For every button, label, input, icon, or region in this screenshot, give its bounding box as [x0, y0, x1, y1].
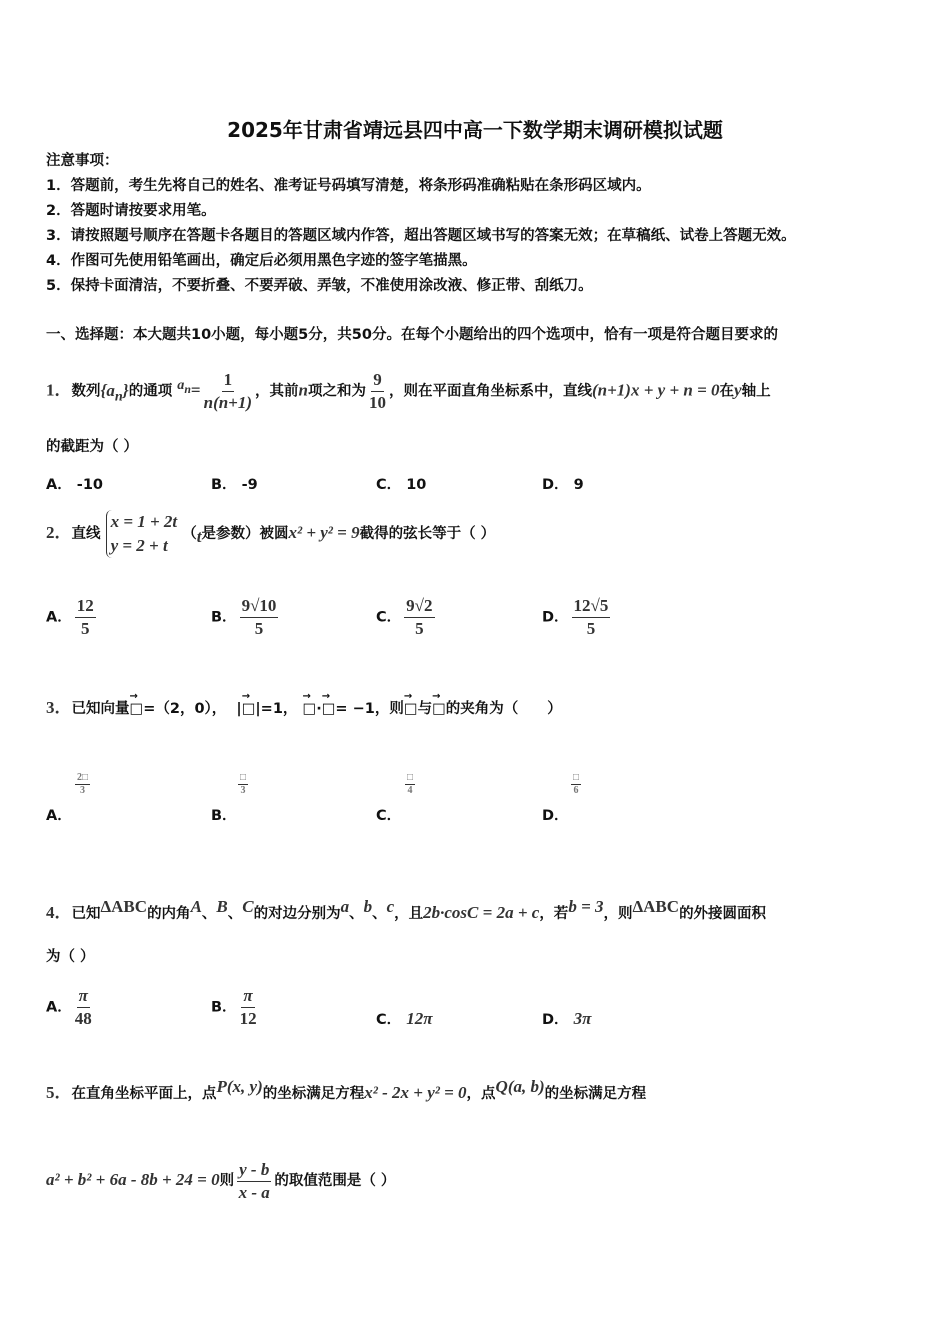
option-value: 10: [406, 477, 427, 493]
denominator: 5: [415, 619, 424, 638]
option-value: -9: [241, 477, 258, 493]
fraction: [405, 772, 415, 797]
option-label: B．: [211, 999, 237, 1016]
option-d[interactable]: [542, 473, 584, 494]
option-a[interactable]: [46, 473, 103, 494]
option-label: B．: [211, 477, 237, 493]
option-d[interactable]: [542, 772, 580, 825]
notice-item: 5．保持卡面清洁，不要折叠、不要弄破、弄皱，不准使用涂改液、修正带、刮纸刀。: [46, 278, 593, 294]
notice-item: 2．答题时请按要求用笔。: [46, 203, 216, 219]
text: 在直角坐标平面上，点: [71, 1085, 217, 1102]
option-label: C．: [376, 477, 402, 493]
numerator: y - b: [237, 1159, 271, 1182]
question-number: 1．: [46, 380, 72, 400]
notice-item: 4．作图可先使用铅笔画出，确定后必须用黑色字迹的签字笔描黑。: [46, 253, 477, 269]
question-4: [46, 890, 766, 931]
vector-a: → □: [303, 699, 317, 719]
fraction: [238, 772, 248, 797]
vector-b: → □: [322, 699, 336, 719]
denominator: 5: [254, 619, 264, 638]
text: ，其前: [255, 383, 299, 400]
question-number: 2．: [46, 523, 72, 542]
question-number: 3．: [46, 698, 72, 717]
math: {a: [100, 380, 115, 400]
option-label: A．: [46, 477, 72, 493]
vector-b: → □: [242, 699, 256, 719]
option-b[interactable]: [211, 985, 260, 1030]
text: 1，则: [364, 701, 404, 717]
question-number: 5．: [46, 1082, 72, 1102]
option-label: C．: [376, 808, 402, 824]
numerator: 2□: [77, 772, 89, 783]
numerator: π: [77, 985, 90, 1008]
math: B: [216, 897, 228, 916]
text: 的内角: [147, 905, 191, 922]
math: }: [122, 380, 129, 400]
option-a[interactable]: [46, 595, 99, 640]
math: =: [190, 380, 201, 400]
math: a: [340, 897, 350, 916]
page-title: 2025年甘肃省靖远县四中高一下数学期末调研模拟试题: [227, 118, 723, 142]
math: b = 3: [568, 897, 604, 916]
vector-b: → □: [432, 699, 446, 719]
option-label: C．: [376, 1012, 402, 1028]
denominator: n(n+1): [203, 393, 253, 413]
option-label: B．: [211, 609, 237, 626]
numerator: 12√5: [572, 595, 611, 618]
math: Q(a, b): [495, 1077, 545, 1096]
fraction: [75, 985, 92, 1030]
math: ΔABC: [632, 897, 680, 916]
option-b[interactable]: [211, 473, 258, 494]
text: 、: [227, 905, 243, 922]
section-heading: 一、选择题：本大题共10小题，每小题5分，共50分。在每个小题给出的四个选项中，恰有一项是符合题目要求的: [46, 327, 778, 343]
text: 的坐标满足方程: [544, 1085, 647, 1102]
option-c[interactable]: [376, 595, 438, 640]
text: 的外接圆面积: [679, 905, 767, 922]
numerator: □: [240, 772, 247, 783]
option-label: C．: [376, 609, 402, 626]
option-d[interactable]: [542, 595, 613, 640]
option-d[interactable]: [542, 1008, 591, 1029]
text: 截得的弦长等于（ ）: [359, 526, 496, 542]
math: x² - 2x + y² = 0: [364, 1082, 467, 1102]
text: ，若: [539, 905, 569, 922]
math: n: [298, 380, 308, 400]
text: 、: [349, 905, 364, 922]
denominator: 5: [586, 619, 596, 638]
math: n: [114, 388, 123, 405]
text: ，且: [394, 905, 424, 922]
text: 、: [372, 905, 387, 922]
option-c[interactable]: [376, 473, 426, 494]
fraction: [571, 772, 581, 797]
text: ，则在平面直角坐标系中，直线: [389, 383, 592, 400]
notice-heading: 注意事项：: [46, 153, 119, 169]
fraction: [204, 369, 252, 414]
text: 则: [219, 1173, 235, 1189]
equation-system: [106, 510, 178, 558]
question-2: [46, 505, 495, 565]
equation: x = 1 + 2t: [110, 512, 178, 531]
numerator: 12: [75, 595, 96, 618]
notice-item: 3．请按照题号顺序在答题卡各题目的答题区域内作答，超出答题区域书写的答案无效；在草稿纸、试卷上答题无效。: [46, 228, 796, 244]
option-label: B．: [211, 808, 237, 824]
math: 2b·cosC = 2a + c: [423, 902, 540, 922]
math: [100, 380, 129, 405]
math: (n+1)x + y + n = 0: [592, 380, 720, 400]
denominator: 3: [240, 785, 246, 796]
text: 已知向量: [71, 701, 130, 717]
fraction: [75, 772, 90, 797]
text: 项之和为: [308, 383, 366, 400]
option-label: A．: [46, 808, 72, 824]
text: 与: [417, 701, 433, 717]
numerator: 9: [371, 369, 384, 392]
text: 的取值范围是（ ）: [274, 1173, 396, 1189]
vector-a: → □: [404, 699, 418, 719]
text: 在: [719, 383, 735, 400]
math: n: [184, 381, 191, 396]
math: P(x, y): [216, 1077, 263, 1096]
text: 的坐标满足方程: [262, 1085, 365, 1102]
math: ·: [316, 701, 322, 717]
option-label: A．: [46, 609, 72, 626]
option-label: D．: [542, 609, 569, 626]
option-b[interactable]: [211, 595, 281, 640]
option-value: 12π: [406, 1009, 433, 1028]
option-label: D．: [542, 1012, 569, 1028]
question-number: 4．: [46, 902, 72, 922]
text: 数列: [71, 383, 101, 400]
numerator: 1: [222, 369, 235, 392]
option-c[interactable]: [376, 772, 414, 825]
numerator: 9√2: [404, 595, 434, 618]
question-5: [46, 1070, 646, 1111]
question-5-cont: [46, 1155, 395, 1206]
text: ，点: [466, 1085, 496, 1102]
denominator: 3: [80, 785, 86, 796]
option-b[interactable]: [211, 772, 247, 825]
denominator: 48: [74, 1009, 92, 1028]
text: 轴上: [741, 383, 771, 400]
math: C: [242, 897, 254, 916]
math: y: [734, 380, 742, 400]
fraction: [369, 369, 386, 414]
question-3: [46, 698, 562, 719]
vector-a: → □: [130, 699, 144, 719]
question-1-cont: 的截距为（ ）: [46, 439, 139, 455]
option-value: 9: [573, 477, 584, 493]
math: t: [196, 526, 202, 546]
denominator: 10: [369, 393, 386, 413]
fraction: [240, 985, 257, 1030]
fraction: [237, 1159, 271, 1204]
text: = −: [335, 701, 365, 717]
option-a[interactable]: [46, 985, 95, 1030]
math: c: [386, 897, 395, 916]
fraction: [75, 595, 96, 640]
text: 、: [201, 905, 217, 922]
text: （: [182, 526, 197, 542]
math: ΔABC: [100, 897, 148, 916]
option-label: D．: [542, 808, 569, 824]
option-value: -10: [76, 477, 103, 493]
denominator: x - a: [238, 1182, 270, 1202]
option-c[interactable]: [376, 1008, 433, 1029]
option-value: 3π: [573, 1009, 592, 1028]
denominator: 5: [80, 619, 90, 638]
text: |=1，: [255, 701, 298, 717]
denominator: 4: [407, 785, 413, 796]
text: 已知: [71, 905, 101, 922]
text: |: [236, 701, 242, 717]
numerator: □: [407, 772, 414, 783]
notice-item: 1．答题前，考生先将自己的姓名、准考证号码填写清楚，将条形码准确粘贴在条形码区域内。: [46, 178, 651, 194]
math: a: [177, 377, 185, 393]
fraction: [240, 595, 279, 640]
math: x² + y² = 9: [288, 523, 360, 542]
question-1: [46, 360, 771, 421]
text: =（2，0），: [143, 701, 227, 717]
text: 的对边分别为: [253, 905, 341, 922]
denominator: 12: [239, 1009, 257, 1028]
math: a² + b² + 6a - 8b + 24 = 0: [46, 1170, 220, 1189]
option-label: D．: [542, 477, 569, 493]
text: ，则: [603, 905, 633, 922]
numerator: 9√10: [240, 595, 279, 618]
option-a[interactable]: [46, 772, 89, 825]
fraction: [404, 595, 434, 640]
text: 的通项: [128, 383, 173, 400]
text: 是参数）被圆: [201, 526, 289, 542]
question-4-cont: 为（ ）: [46, 949, 95, 965]
equation: y = 2 + t: [110, 536, 168, 555]
numerator: □: [573, 772, 580, 783]
math: [177, 377, 191, 400]
fraction: [572, 595, 611, 640]
option-label: A．: [46, 999, 72, 1016]
text: 的夹角为（ ）: [445, 701, 562, 717]
denominator: 6: [573, 785, 579, 796]
math: A: [190, 897, 202, 916]
numerator: π: [241, 985, 254, 1008]
text: 直线: [71, 526, 101, 542]
math: b: [363, 897, 373, 916]
